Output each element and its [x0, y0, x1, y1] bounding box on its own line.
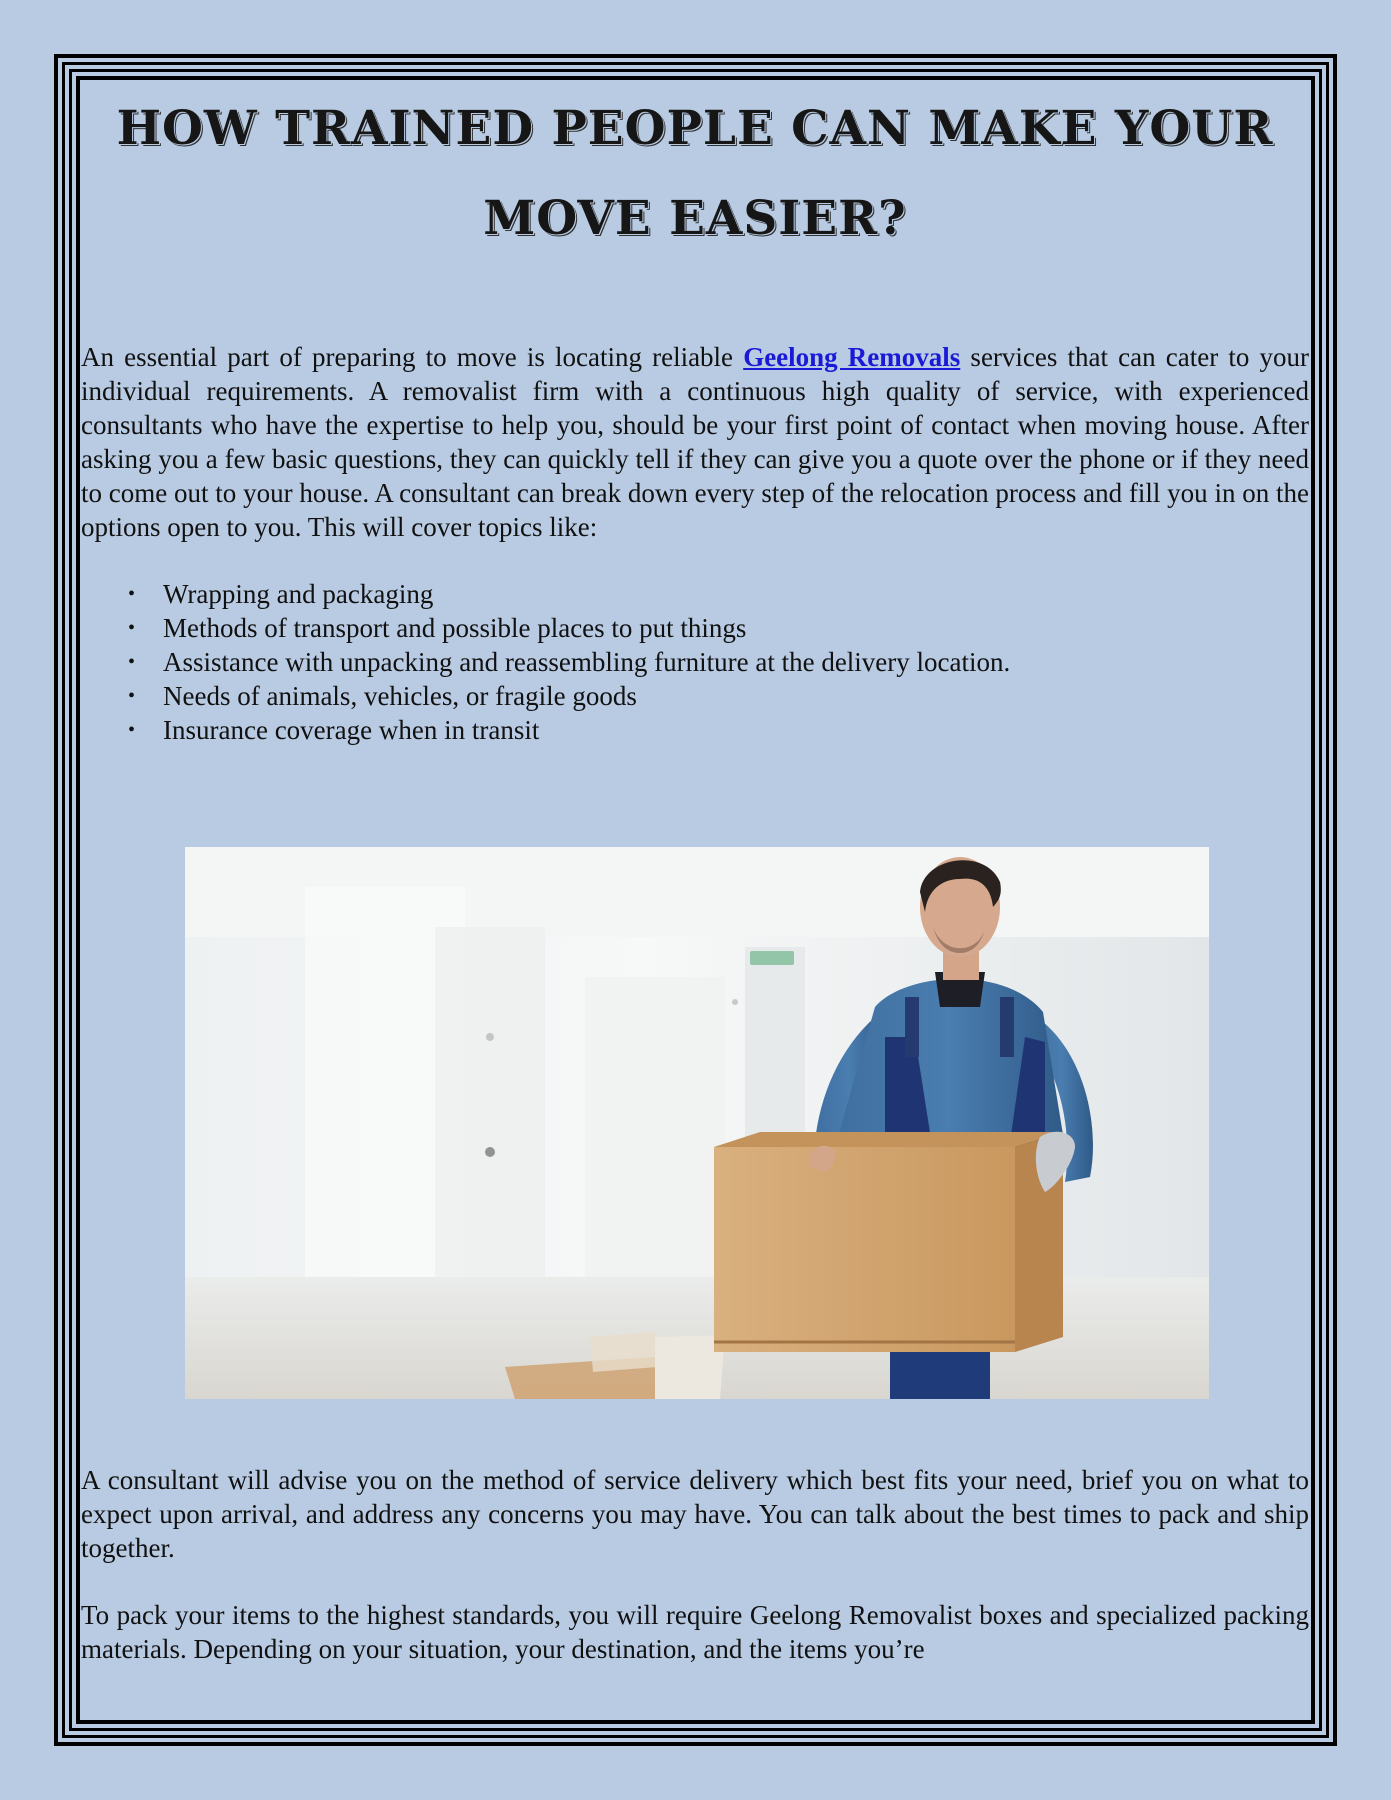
- list-item-text: Wrapping and packaging: [163, 579, 434, 609]
- list-item: [81, 679, 1010, 713]
- geelong-removals-link[interactable]: Geelong Removals: [743, 342, 961, 372]
- document-content: [81, 84, 1309, 1714]
- bullet-icon: •: [128, 685, 136, 707]
- list-item: [81, 645, 1010, 679]
- bullet-icon: •: [128, 651, 136, 673]
- consultant-paragraph: A consultant will advise you on the method of service delivery which best fits your need, brief you on what to expect upon arrival, and address any concerns you may have. You can talk about the best times to pack and ship together.: [81, 1465, 1309, 1563]
- intro-text-after-link: services that can cater to your individual requirements. A removalist firm with a continuous high quality of service, with experienced consultants who have the expertise to help you, should be your first point of contact when moving house. After asking you a few basic questions, they can quickly tell if they can give you a quote over the phone or if they need to come out to your house. A consultant can break down every step of the relocation process and fill you in on the options open to you. This will cover topics like:: [81, 342, 1309, 542]
- list-item: [81, 577, 1010, 611]
- mover-photo: [185, 847, 1209, 1399]
- bullet-icon: •: [128, 583, 136, 605]
- list-item-text: Methods of transport and possible places to put things: [163, 613, 747, 643]
- list-item: [81, 713, 1010, 747]
- list-item-text: Assistance with unpacking and reassembling furniture at the delivery location.: [163, 647, 1011, 677]
- topics-list: [81, 577, 1010, 747]
- intro-text-before-link: An essential part of preparing to move is locating reliable: [81, 342, 744, 372]
- document-title: HOW TRAINED PEOPLE CAN MAKE YOUR MOVE EASIER?: [116, 101, 1274, 246]
- list-item-text: Needs of animals, vehicles, or fragile goods: [163, 681, 637, 711]
- list-item-text: Insurance coverage when in transit: [163, 715, 540, 745]
- intro-paragraph: [81, 340, 1309, 544]
- bullet-icon: •: [128, 719, 136, 741]
- list-item: [81, 611, 1010, 645]
- bullet-icon: •: [128, 617, 136, 639]
- packing-paragraph: To pack your items to the highest standards, you will require Geelong Removalist boxes and specialized packing materials. Depending on your situation, your destination, and the items you’re: [81, 1600, 1309, 1664]
